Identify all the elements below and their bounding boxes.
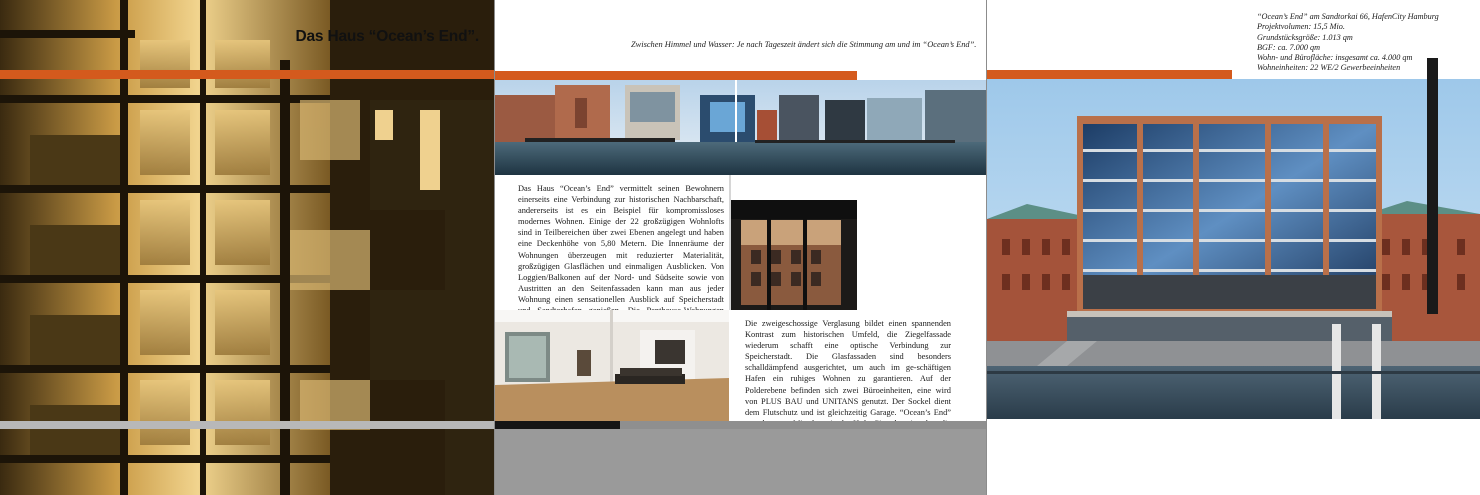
accent-bar: [495, 71, 857, 80]
grey-strip: [620, 421, 987, 429]
photo-caption: Zwischen Himmel und Wasser: Je nach Tageszeit ändert sich die Stimmung am und im “Ocean’s End”.: [631, 40, 977, 49]
right-page: [987, 0, 1480, 495]
harbour-panorama-photo: [495, 80, 987, 175]
fact-line: Wohn- und Bürofläche: insgesamt ca. 4.000 qm: [1257, 53, 1413, 63]
window-view-photo: [731, 200, 857, 310]
body-text-2: Die zweigeschossige Verglasung bildet einen spannenden Kontrast zum historischen Umfeld, die Ziegelfassade wiederum schafft eine optische Verbindung zur Speicherstadt. Die Glasfassaden sind besonders schalldämpfend ausgerichtet, um auch im ge-schäftigen Hafen ein ruhiges Wohnen zu garantieren. Auf der Polderebene befinden sich zwei Büroeinheiten, eine wird von PLUS BAU und UNITANS genutzt. Der Sockel dient dem Flutschutz und ist gleichzeitig Garage. “Ocean’s End”: [745, 319, 951, 417]
accent-bar: [0, 70, 495, 79]
page-title: Das Haus “Ocean’s End”.: [295, 28, 479, 45]
left-page: [0, 0, 495, 495]
black-strip: [495, 421, 620, 429]
project-facts: [1257, 12, 1477, 74]
fact-line: BGF: ca. 7.000 qm: [1257, 42, 1320, 52]
building-front-photo: [987, 79, 1480, 419]
fact-line: Wohneinheiten: 22 WE/2 Gewerbeeinheiten: [1257, 63, 1401, 73]
grey-footer-band: [495, 429, 987, 495]
body-text-1: Das Haus “Ocean’s End” vermittelt seinen Bewohnern einerseits eine Verbindung zur historischen Nachbarschaft, andererseits ist es ein Beispiel für kompromissloses modernes Wohnen. Einige der 22 großzügigen Wohnlofts sind in Teilbereichen über zwei Ebenen angelegt und haben eine Deckenhöhe von 5,80 Metern. Die Innenräume der Wohnungen überzeugen mit reduzierter Materialität, großzügigen Glasflächen und einmaligen Ausblicken. Von Loggien/Balkonen auf der Nord- und Südseite sowie von Austritten an den Seitenfassaden kann man aus jeder Wohnung einen sensationellen Ausblick auf Speicherstadt: [518, 184, 724, 304]
fact-line: Projektvolumen: 15,5 Mio.: [1257, 22, 1345, 32]
middle-page: [495, 0, 987, 495]
grey-overlay-bar: [0, 421, 495, 429]
black-pillar: [1427, 58, 1438, 314]
living-room-photo: [495, 310, 729, 421]
fact-line: Grundstücksgröße: 1.013 qm: [1257, 32, 1353, 42]
fact-line: “Ocean’s End” am Sandtorkai 66, HafenCity Hamburg: [1257, 12, 1439, 21]
accent-bar: [987, 70, 1232, 79]
